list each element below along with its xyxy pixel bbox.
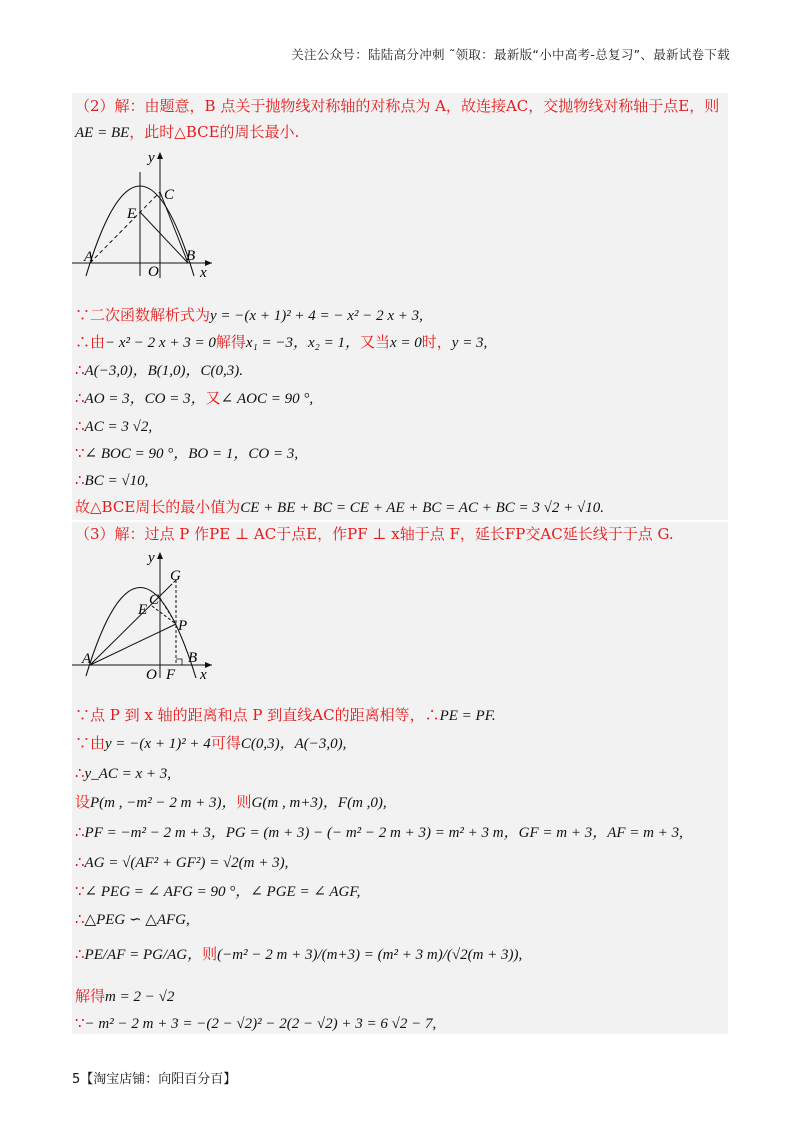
fig1-label-x: x	[200, 265, 207, 281]
part2-line-2: ∴由− x² − 2 x + 3 = 0解得x₁ = −3，x₂ = 1，又当x = 0时，y = 3,	[75, 333, 488, 351]
part3-line-1: ∵点 P 到 x 轴的距离和点 P 到直线AC的距离相等，∴PE = PF.	[75, 706, 496, 724]
fig2-label-P: P	[178, 618, 188, 634]
fig2-label-G: G	[170, 568, 181, 584]
fig2-label-C: C	[149, 592, 160, 608]
part2-line-8: 故△BCE周长的最小值为CE + BE + BC = CE + AE + BC = AC + BC = 3 √2 + √10.	[75, 498, 604, 516]
fig1-label-E: E	[127, 206, 137, 222]
part2-line-4: ∴AO = 3，CO = 3，又∠ AOC = 90 °,	[75, 389, 314, 407]
part2-line-1: ∵二次函数解析式为y = −(x + 1)² + 4 = − x² − 2 x + 3,	[75, 306, 423, 324]
part3-line-4: 设P(m , −m² − 2 m + 3)，则G(m , m+3)，F(m ,0),	[75, 793, 387, 811]
part3-line-8: ∴△PEG ∽ △AFG,	[75, 910, 190, 928]
part2-line-6: ∵∠ BOC = 90 °，BO = 1，CO = 3,	[75, 444, 299, 462]
fig2-label-y: y	[148, 550, 155, 566]
page-footer	[72, 1068, 236, 1087]
page-header: 关注公众号：陆陆高分冲刺 ˜领取：最新版“小中高考-总复习”、最新试卷下载	[291, 47, 730, 62]
fig2-label-B: B	[188, 650, 198, 666]
part2-line-3: ∴A(−3,0)，B(1,0)，C(0,3).	[75, 361, 243, 379]
fig2-label-A: A	[82, 651, 92, 667]
part2-intro: （2）解：由题意，B 点关于抛物线对称轴的对称点为 A，故连接AC，交抛物线对称轴于点E，则	[75, 97, 720, 115]
part3-line-3: ∴y_AC = x + 3,	[75, 764, 172, 782]
part3-line-6: ∴AG = √(AF² + GF²) = √2(m + 3),	[75, 853, 289, 871]
part3-line-10: 解得m = 2 − √2	[75, 987, 175, 1005]
fig1-label-y: y	[148, 150, 155, 166]
fig2-label-O: O	[146, 667, 157, 683]
figure-parabola-point-p	[72, 548, 222, 683]
part3-line-9: ∴PE/AF = PG/AG，则(−m² − 2 m + 3)/(m+3) = (m² + 3 m)/(√2(m + 3)),	[75, 945, 523, 963]
page-number: 5	[72, 1072, 81, 1087]
fig2-label-x: x	[200, 667, 207, 683]
part3-line-5: ∴PF = −m² − 2 m + 3，PG = (m + 3) − (− m² − 2 m + 3) = m² + 3 m，GF = m + 3，AF = m + 3,	[75, 823, 683, 841]
part3-line-11: ∵− m² − 2 m + 3 = −(2 − √2)² − 2(2 − √2) + 3 = 6 √2 − 7,	[75, 1014, 437, 1032]
part3-line-7: ∵∠ PEG = ∠ AFG = 90 °，∠ PGE = ∠ AGF,	[75, 882, 361, 900]
shop-name: 【淘宝店铺：向阳百分百】	[80, 1072, 237, 1087]
part2-intro-line2: AE = BE，此时△BCE的周长最小.	[75, 123, 300, 141]
fig1-label-B: B	[186, 248, 196, 264]
fig2-label-E: E	[138, 602, 148, 618]
part2-line-7: ∴BC = √10,	[75, 471, 149, 489]
fig1-label-A: A	[84, 249, 94, 265]
fig2-label-F: F	[166, 667, 176, 683]
part2-line-5: ∴AC = 3 √2,	[75, 417, 153, 435]
fig1-label-O: O	[148, 264, 159, 280]
part3-line-2: ∵由y = −(x + 1)² + 4可得C(0,3)，A(−3,0),	[75, 734, 347, 752]
part3-intro: （3）解：过点 P 作PE ⊥ AC于点E，作PF ⊥ x轴于点 F，延长FP交AC延长线于于点 G.	[75, 525, 674, 543]
fig1-label-C: C	[164, 187, 175, 203]
figure-parabola-min-perimeter	[72, 148, 222, 283]
